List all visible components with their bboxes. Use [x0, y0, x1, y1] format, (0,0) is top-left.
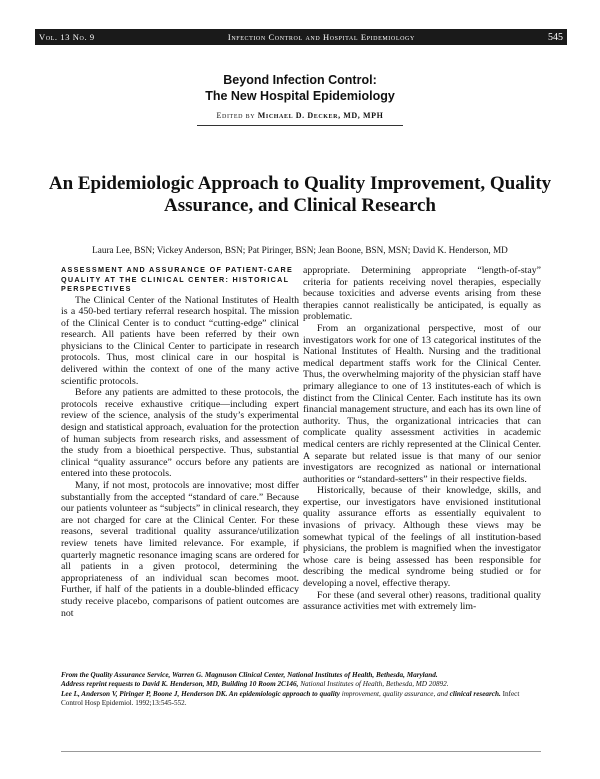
section-heading: ASSESSMENT AND ASSURANCE OF PATIENT-CARE QUALITY AT THE CLINICAL CENTER: HISTORICAL PERSPECTIVES [61, 265, 294, 293]
divider-rule [197, 125, 403, 126]
footnote-reprint [61, 680, 541, 689]
author-list: Laura Lee, BSN; Vickey Anderson, BSN; Pat Piringer, BSN; Jean Boone, BSN, MSN; David K. Henderson, MD [92, 245, 508, 255]
running-header [35, 29, 567, 45]
page-number: 545 [548, 31, 563, 43]
paragraph: Historically, because of their knowledge, skills, and expertise, our investigators have envisioned institutional quality assurance efforts as essentially equivalent to invasions of privacy. Although these views may be somewhat typical of the feelings of all institution-based physicians, the problem is magnified when the investigator whose care is being assessed has been responsible for describing the medical syndrome being studied or for developing a novel, effective therapy. [303, 485, 541, 590]
footnote-affiliation: From the Quality Assurance Service, Warren G. Magnuson Clinical Center, National Institutes of Health, Bethesda, Maryland. [61, 671, 438, 679]
citation-source: Infect Control Hosp Epidemiol. 1992;13:545-552. [61, 689, 520, 707]
series-title [0, 72, 600, 104]
reprint-prefix: Address reprint requests to David K. Henderson, MD, Building 10 Room 2C146, [61, 680, 299, 689]
bottom-rule [61, 751, 541, 752]
editor-line [0, 111, 600, 120]
body-column-left [61, 265, 299, 619]
paragraph: For these (and several other) reasons, traditional quality assurance activities met with extremely lim- [303, 589, 541, 613]
footnote [61, 671, 541, 708]
body-column-right [303, 265, 541, 613]
edited-by-label: Edited by [216, 111, 256, 120]
citation-title-italic: improvement, quality assurance, and [341, 689, 448, 698]
footnote-citation [61, 690, 541, 709]
series-title-line2: The New Hospital Epidemiology [205, 89, 395, 103]
volume-number: Vol. 13 No. 9 [39, 32, 95, 42]
paragraph: appropriate. Determining appropriate “length-of-stay” criteria for patients receiving novel therapies, especially because toxicities and adverse events arising from these therapies cannot realistically be anticipated, is equally as problematic. [303, 265, 541, 323]
journal-name: Infection Control and Hospital Epidemiology [227, 32, 415, 42]
editor-name: Michael D. Decker, MD, MPH [257, 111, 384, 120]
series-title-line1: Beyond Infection Control: [223, 73, 377, 87]
citation-authors: Lee L, Anderson V, Piringer P, Boone J, Henderson DK. An epidemiologic approach to quality [61, 689, 340, 698]
citation-end: clinical research. [449, 689, 501, 698]
paragraph: The Clinical Center of the National Institutes of Health is a 450-bed tertiary referral research hospital. The mission of the Clinical Center is to conduct “cutting-edge” clinical research. All patients have been referred by their own physicians to the Clinical Center to participate in research protocols. Thus, most clinical care in our hospital is delivered within the context of one of the many active scientific protocols. [61, 294, 299, 387]
article-title: An Epidemiologic Approach to Quality Improvement, Quality Assurance, and Clinical Research [48, 173, 552, 216]
reprint-address: National Institutes of Health, Bethesda, MD 20892. [300, 680, 449, 689]
paragraph: From an organizational perspective, most of our investigators work for one of 13 categorical institutes of the National Institutes of Health. Nursing and the traditional medical department staffs work for the Clinical Center. Thus, the overwhelming majority of the physician staff have primary allegiance to one of 13 institutes-each of which is distinct from the Clinical Center. Each institute has its own financial management structure, and each has its own line of authority. Thus, the organizational intricacies that can complicate quality assessment activities in academic medical centers are richly represented at the Clinical Center. A separate but related issue is that many of our senior investigators are recognized as national or international authorities or “standard-setters” in their respective fields. [303, 322, 541, 485]
paragraph: Many, if not most, protocols are innovative; most differ substantially from the accepted “standard of care.” Because our patients volunteer as “subjects” in clinical research, they are not charged for care at the Clinical Center. For these reasons, several traditional quality assurance/utilization review tenets have limited relevance. For example, if quarterly magnetic resonance imaging scans are ordered for all patients in a given protocol, determining the appropriateness of an individual scan becomes moot. Further, if half of the patients in a double-blinded efficacy study receive placebo, comparisons of patient outcomes are not [61, 480, 299, 619]
paragraph: Before any patients are admitted to these protocols, the protocols receive exhaustive critique—including expert review of the science, analysis of the study’s experimental design and statistical approach, evaluation for the protection of human subjects from research risks, and assessment of the study from a bioethical perspective. Thus, substantial clinical “quality assurance” occurs before any patients are entered into these protocols. [61, 387, 299, 480]
